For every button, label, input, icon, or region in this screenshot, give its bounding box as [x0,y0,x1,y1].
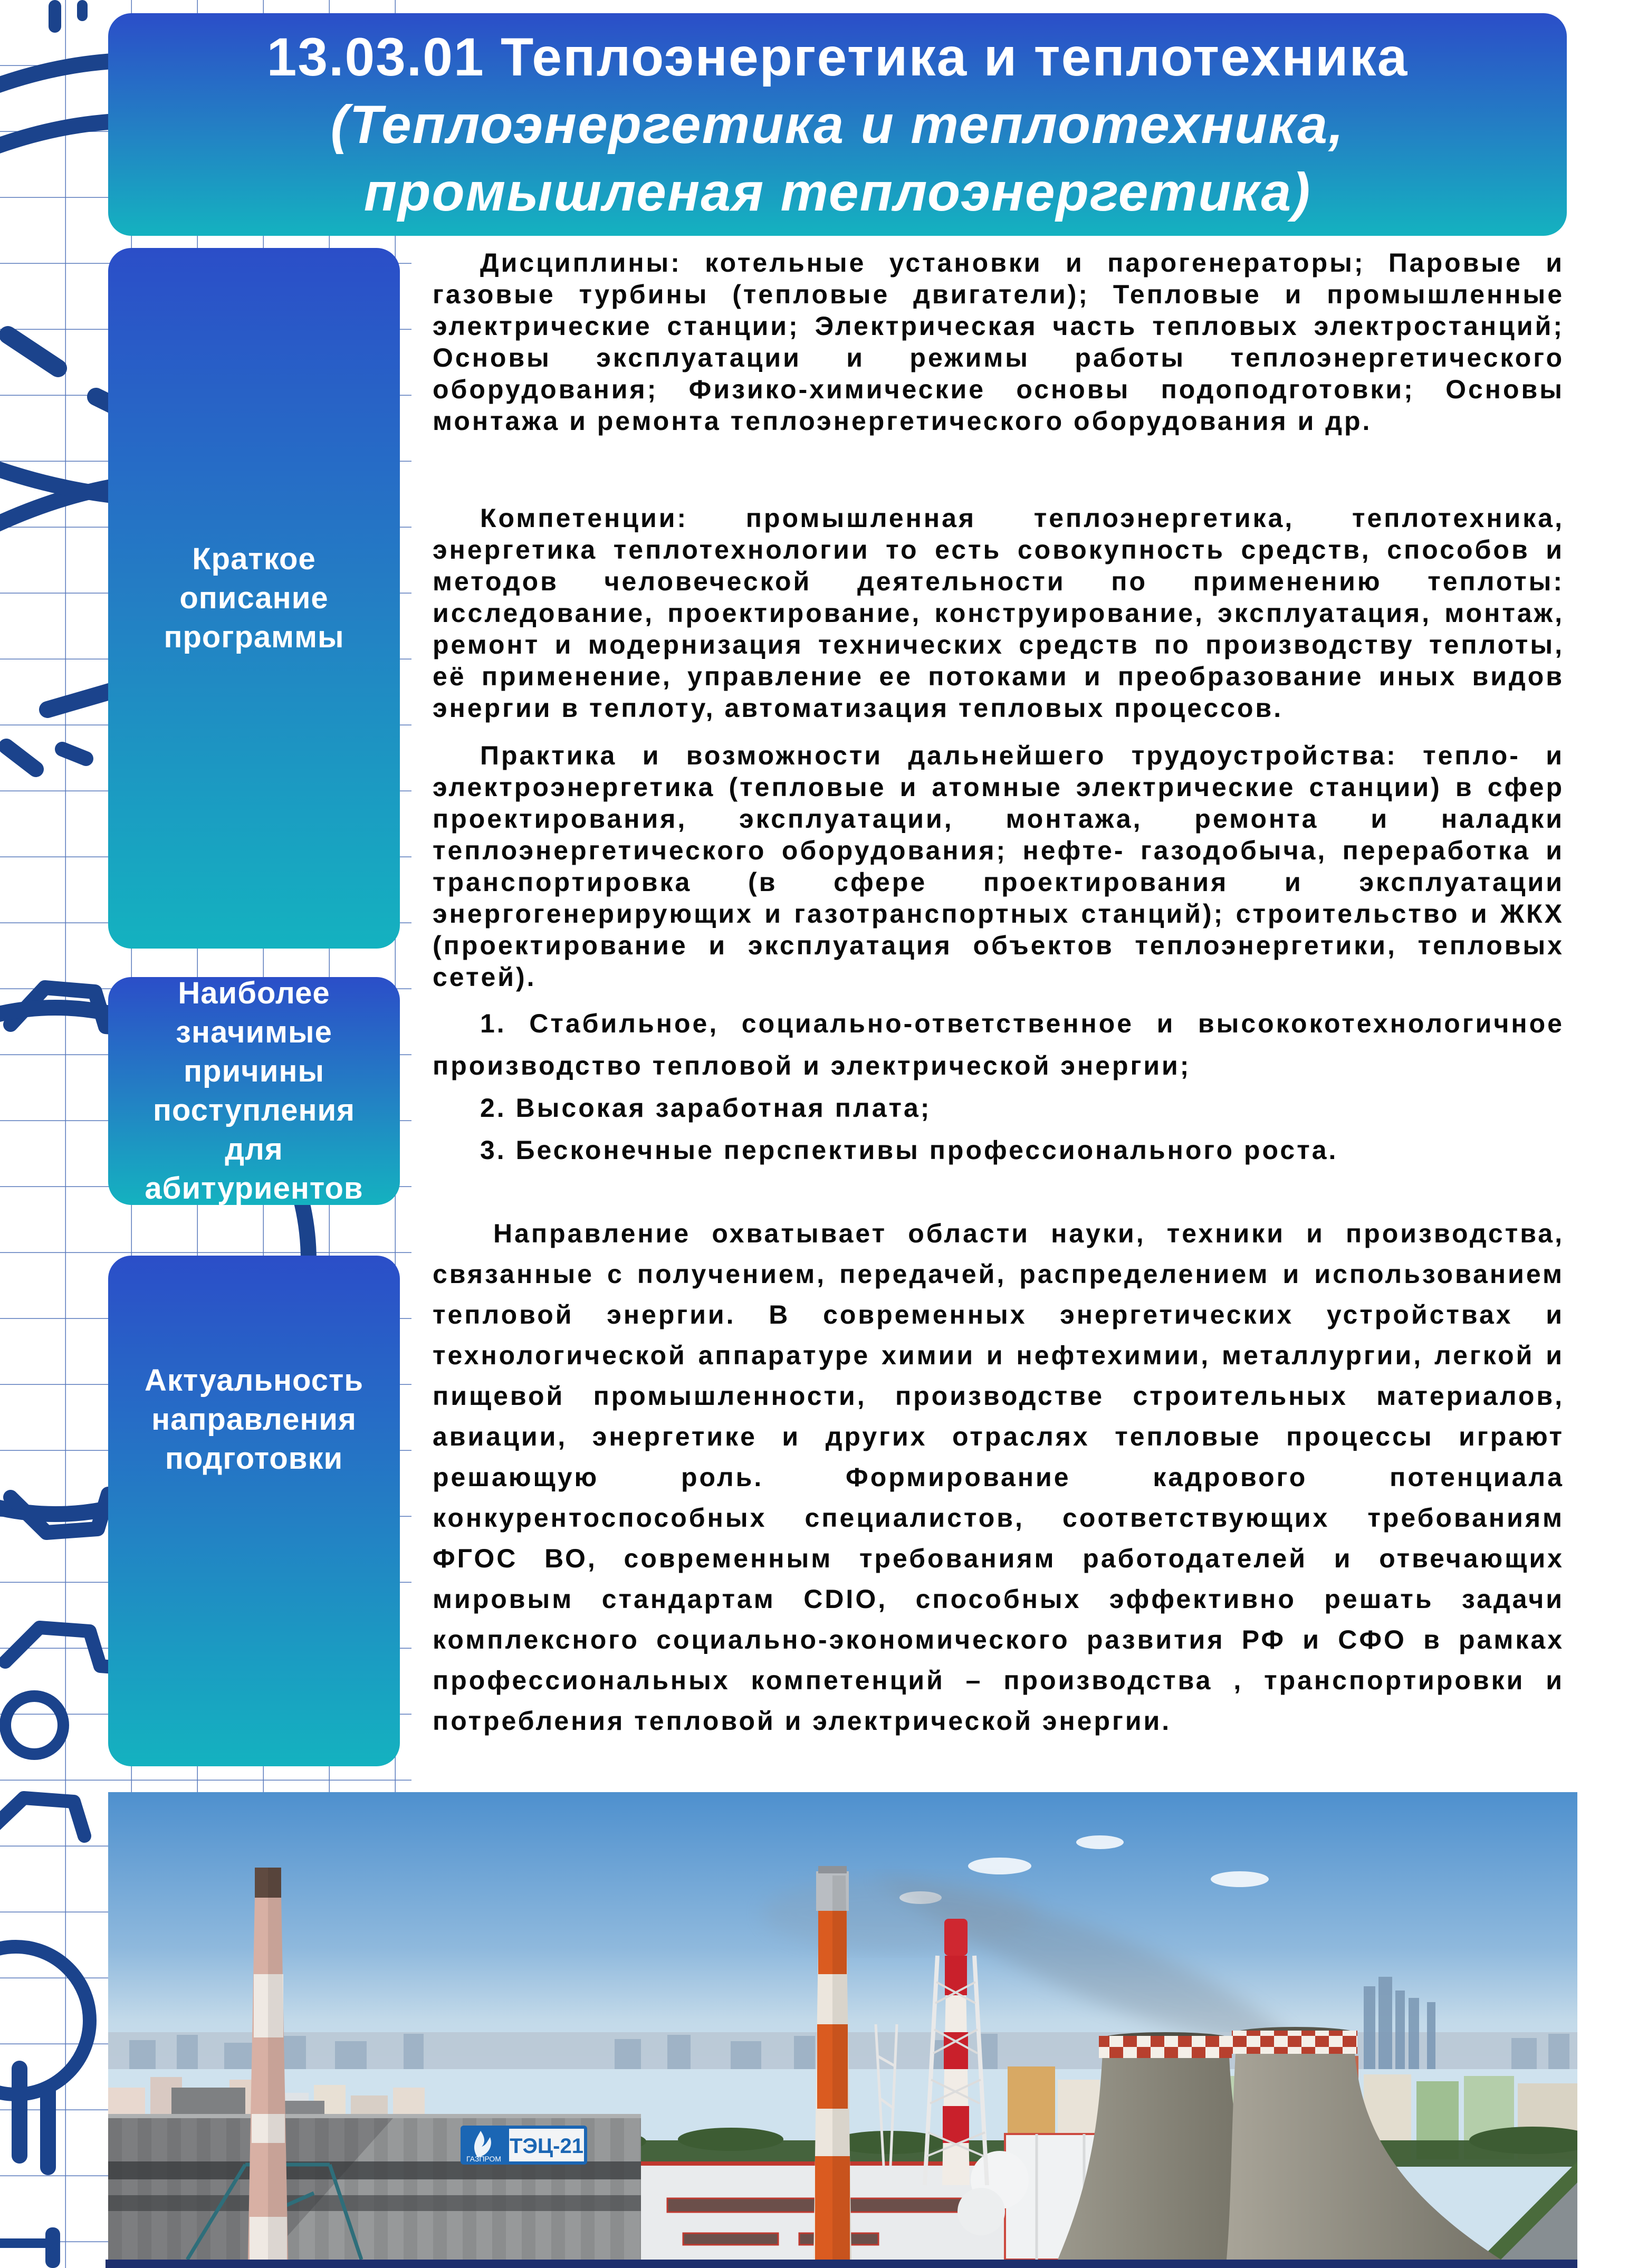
sidebar-box-reasons [108,977,400,1205]
sidebar-box-relevance [108,1256,400,1766]
sign-text: ТЭЦ-21 [510,2135,583,2158]
checker-rim [1232,2031,1357,2054]
paragraph-competencies: Компетенции: промышленная теплоэнергетика, теплотехника, энергетика теплотехнологии то есть совокупность средств, способов и методов человеческой деятельности по применению теплоты: исследование, проектирование, конструирование, эксплуатация, монтаж, ремонт и модернизация технических средств по производству теплоты, её применение, управление ее потоками и преобразование иных видов энергии в теплоту, автоматизация тепловых процессов. [433,503,1564,723]
paragraph-disciplines: Дисциплины: котельные установки и парогенераторы; Паровые и газовые турбины (тепловые двигатели); Тепловые и промышленные электрические станции; Электрическая часть тепловых электростанций; Основы эксплуатации и режимы работы теплоэнергетического оборудования; Физико-химические основы подоподготовки; Основы монтажа и ремонта теплоэнергетического оборудования и др. [433,248,1564,436]
sidebar-label-reasons: Наиболее значимые причины поступления для абитуриентов [145,976,363,1205]
paragraph-practice: Практика и возможности дальнейшего трудоустройства: тепло- и электроэнергетика (тепловые и атомные электрические станции) в сфер проектирования, эксплуатации, монтажа, ремонта и наладки теплоэнергетического оборудования; нефте- газодобыча, переработка и транспортировка (в сфере проектирования и эксплуатации энергогенерирующих и газотранспортных станций); строительство и ЖКХ (проектирование и эксплуатация объектов теплоэнергетики, тепловых сетей). [433,741,1564,992]
page-title-line3: промышленая теплоэнергетика) [363,162,1311,222]
list-item-2: 2. Высокая заработная плата; [480,1093,932,1123]
list-item-3: 3. Бесконечные перспективы профессионального роста. [480,1135,1338,1165]
list-item-1: 1. Стабильное, социально-ответственное и высококотехнологичное производство тепловой и электрической энергии; [433,1009,1564,1080]
header-banner [108,13,1567,236]
page-title-line1: 13.03.01 Теплоэнергетика и теплотехника [266,27,1409,87]
paragraph-relevance: Направление охватывает области науки, техники и производства, связанные с получением, передачей, распределением и использованием тепловой энергии. В современных энергетических устройствах и технологической аппаратуре химии и нефтехимии, металлургии, легкой и пищевой промышленности, производстве строительных материалов, авиации, энергетике и других отраслях тепловые процессы играют решающую роль. Формирование кадрового потенциала конкурентоспособных специалистов, соответствующих требованиям ФГОС ВО, современным требованиям работодателей и отвечающих мировым стандартам CDIO, способных эффективно решать задачи комплексного социально-экономического развития РФ и СФО в рамках профессиональных компетенций – производства , транспортировки и потребления тепловой и электрической энергии. [433,1219,1564,1736]
chimney-orange-striped [813,1866,851,2260]
footer-bar [106,2260,1577,2268]
power-plant-photo [108,1792,1577,2260]
tec21-sign [461,2126,587,2165]
sidebar-label-relevance: Актуальность направления подготовки [144,1363,364,1476]
sidebar-box-brief-description [108,248,400,949]
sidebar-label-brief-description: Краткое описание программы [164,542,344,654]
numbered-list-reasons [433,1002,1564,1171]
power-plant-scene [108,1792,1577,2260]
checker-rim [1099,2036,1232,2058]
sign-brand-text: ГАЗПРОМ [466,2155,501,2163]
page-title-line2: (Теплоэнергетика и теплотехника, [330,94,1345,155]
